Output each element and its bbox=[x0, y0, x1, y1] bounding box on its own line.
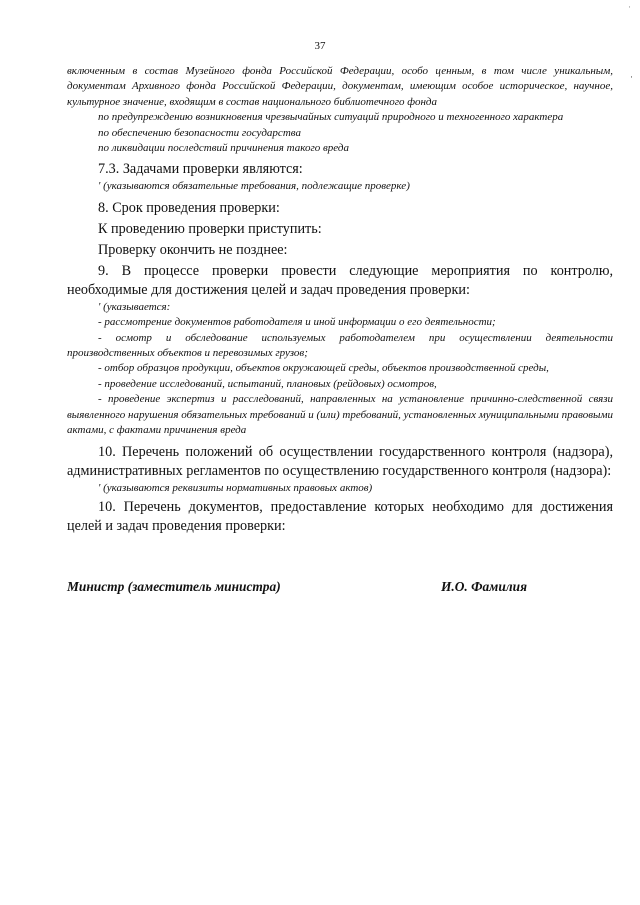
intro-paragraph: включенным в состав Музейного фонда Российской Федерации, особо ценным, в том числе уникальным, документам Архивного фонда Российской Федерации, документам, имеющим особое историческое, научное, культурное значение, входящим в состав национального библиотечного фонда bbox=[67, 65, 613, 108]
signature-block bbox=[67, 578, 613, 596]
section-7-3-note: ' (указываются обязательные требования, подлежащие проверке) bbox=[98, 180, 410, 193]
section-9-item-4: - проведение исследований, испытаний, плановых (рейдовых) осмотров, bbox=[98, 377, 437, 390]
section-9-item-5: - проведение экспертиз и расследований, направленных на установление причинно-следственной связи выявленного нарушения обязательных требований и (или) требований, установленных муниципальными правовыми актами, с фактами причинения вреда bbox=[67, 393, 613, 437]
signature-name: И.О. Фамилия bbox=[440, 578, 527, 594]
page-content bbox=[67, 64, 613, 596]
section-10a-note: ' (указываются реквизиты нормативных правовых актов) bbox=[98, 481, 373, 494]
purpose-item-1: по предупреждению возникновения чрезвычайных ситуаций природного и техногенного характера bbox=[98, 111, 564, 124]
section-9-note: ' (указывается: bbox=[98, 300, 171, 313]
section-10a-heading: 10. Перечень положений об осуществлении государственного контроля (надзора), административных регламентов по осуществлению государственного контроля (надзора): bbox=[67, 443, 613, 479]
section-8-end: Проверку окончить не позднее: bbox=[98, 241, 288, 258]
corner-mark: · bbox=[628, 2, 631, 12]
section-8-heading: 8. Срок проведения проверки: bbox=[98, 199, 280, 216]
section-9-item-3: - отбор образцов продукции, объектов окружающей среды, объектов производственной среды, bbox=[98, 362, 549, 375]
purpose-item-3: по ликвидации последствий причинения такого вреда bbox=[98, 142, 349, 155]
section-9-item-2: - осмотр и обследование используемых работодателем при осуществлении деятельности производственных объектов и перевозимых грузов; bbox=[67, 331, 613, 360]
section-10b-heading: 10. Перечень документов, предоставление которых необходимо для достижения целей и задач проведения проверки: bbox=[67, 498, 613, 534]
page-number: 37 bbox=[314, 40, 326, 52]
section-9-item-1: - рассмотрение документов работодателя и иной информации о его деятельности; bbox=[98, 316, 496, 329]
section-8-start: К проведению проверки приступить: bbox=[98, 220, 322, 237]
signature-position: Министр (заместитель министра) bbox=[67, 578, 281, 594]
edge-mark: · bbox=[630, 72, 633, 82]
purpose-item-2: по обеспечению безопасности государства bbox=[98, 126, 301, 139]
section-9-heading: 9. В процессе проверки провести следующие мероприятия по контролю, необходимые для достижения целей и задач проведения проверки: bbox=[67, 262, 613, 298]
section-7-3-heading: 7.3. Задачами проверки являются: bbox=[98, 161, 303, 178]
spacer bbox=[67, 536, 613, 578]
